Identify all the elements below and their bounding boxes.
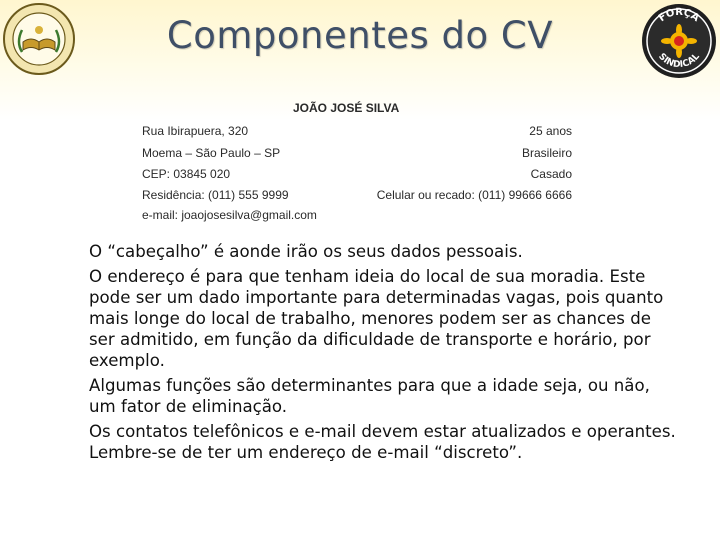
cv-age: 25 anos [529,124,572,138]
cv-city: Moema – São Paulo – SP [142,146,281,160]
cv-address: Rua Ibirapuera, 320 [142,124,249,138]
paragraph-age: Algumas funções são determinantes para que a idade seja, ou não, um fator de eliminação. [89,376,650,416]
forca-sindical-logo [640,2,718,80]
slide-body [89,241,679,467]
cv-home-phone: Residência: (011) 555 9999 [142,188,289,202]
paragraph-address: O endereço é para que tenham ideia do local de sua moradia. Este pode ser um dado importante para determinadas vagas, pois quanto mais longe do local de trabalho, menores podem ser as chances de ser admitido, em função da dificuldade de transporte e horário, por exemplo. [89,267,664,370]
logo-text-bottom: SINDICAL [656,51,702,71]
logo-text-top: FORÇA [656,6,702,25]
cv-cep: CEP: 03845 020 [142,167,231,181]
cv-mobile-phone: Celular ou recado: (011) 99666 6666 [376,188,572,202]
cv-marital-status: Casado [530,167,572,181]
cv-email: e-mail: joaojosesilva@gmail.com [142,208,317,222]
paragraph-header: O “cabeçalho” é aonde irão os seus dados pessoais. [89,242,523,261]
cv-nationality: Brasileiro [521,146,572,160]
cv-header-example [118,96,588,228]
slide-title: Componentes do CV [166,14,554,57]
cv-name: JOÃO JOSÉ SILVA [293,101,400,115]
paragraph-contacts: Os contatos telefônicos e e-mail devem estar atualizados e operantes. Lembre-se de ter um endereço de e-mail “discreto”. [89,422,676,462]
